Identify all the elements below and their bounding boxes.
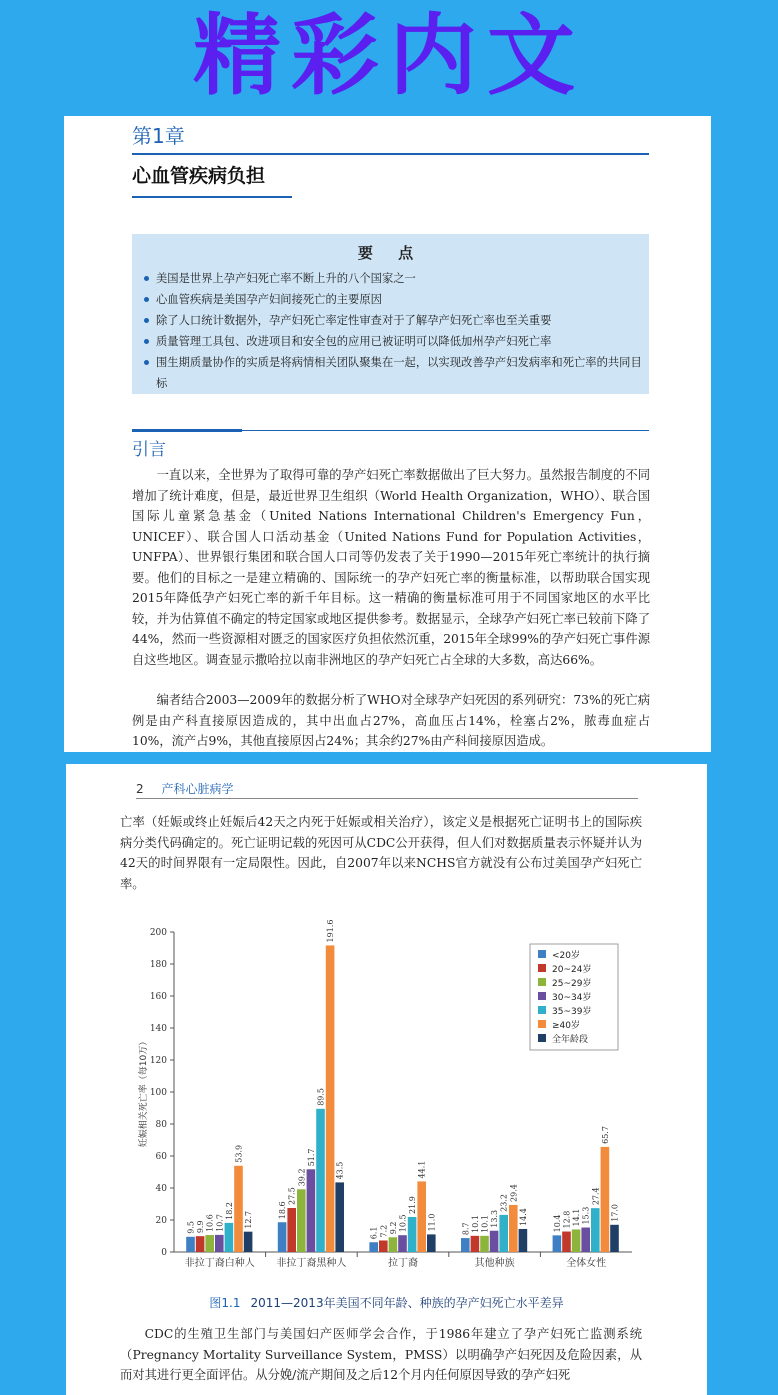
key-point-item: 围生期质量协作的实质是将病情相关团队聚集在一起，以实现改善孕产妇发病率和死亡率的共同目标 — [142, 352, 642, 394]
book-title: 产科心脏病学 — [161, 782, 234, 796]
data-label: 7.2 — [379, 1224, 389, 1238]
y-tick-label: 140 — [149, 1024, 167, 1034]
data-label: 44.1 — [417, 1160, 427, 1179]
bar — [225, 1223, 234, 1252]
data-label: 14.1 — [572, 1208, 582, 1227]
y-tick-label: 160 — [149, 992, 167, 1002]
bar — [427, 1234, 436, 1252]
data-label: 9.9 — [196, 1220, 206, 1234]
bullet-icon — [144, 318, 149, 323]
data-label: 13.3 — [490, 1209, 500, 1228]
data-label: 27.5 — [287, 1187, 297, 1205]
bar — [471, 1236, 480, 1252]
key-point-item: 质量管理工具包、改进项目和安全包的应用已被证明可以降低加州孕产妇死亡率 — [142, 331, 642, 352]
bar — [307, 1169, 316, 1252]
bar — [287, 1208, 296, 1252]
bullet-icon — [144, 339, 149, 344]
page-2 — [66, 764, 707, 1395]
running-header — [136, 780, 233, 797]
data-label: 11.0 — [427, 1213, 437, 1232]
bullet-icon — [144, 360, 149, 365]
data-label: 15.3 — [581, 1206, 591, 1225]
data-label: 53.9 — [234, 1144, 244, 1163]
legend-swatch — [538, 978, 546, 986]
key-points-title: 要 点 — [357, 244, 424, 262]
figure-caption-text: 2011—2013年美国不同年龄、种族的孕产妇死亡水平差异 — [250, 1296, 564, 1310]
x-tick-label: 拉丁裔 — [388, 1258, 418, 1269]
bar — [610, 1225, 619, 1252]
bar — [244, 1232, 253, 1252]
bar — [316, 1109, 325, 1252]
y-tick-label: 60 — [155, 1152, 167, 1162]
data-label: 21.9 — [408, 1196, 418, 1214]
data-label: 23.2 — [499, 1194, 509, 1212]
bar — [591, 1208, 600, 1252]
figure-label: 图1.1 — [209, 1296, 241, 1310]
data-label: 39.2 — [297, 1168, 307, 1187]
legend-label: 25~29岁 — [552, 979, 592, 989]
data-label: 29.4 — [509, 1184, 519, 1202]
x-tick-label: 非拉丁裔黑种人 — [276, 1258, 347, 1269]
legend-label: 35~39岁 — [552, 1007, 592, 1017]
data-label: 10.6 — [205, 1214, 215, 1233]
legend-label: <20岁 — [552, 951, 580, 961]
bar — [278, 1222, 287, 1252]
legend-label: 30~34岁 — [552, 993, 592, 1003]
bar — [186, 1237, 195, 1252]
data-label: 12.7 — [244, 1210, 254, 1229]
legend-swatch — [538, 950, 546, 958]
intro-heading: 引言 — [132, 440, 166, 460]
chapter-number: 第1章 — [132, 124, 185, 148]
bar — [572, 1229, 581, 1252]
legend-swatch — [538, 1006, 546, 1014]
key-point-item: 心血管疾病是美国孕产妇间接死亡的主要原因 — [142, 289, 642, 310]
bar — [509, 1205, 518, 1252]
y-axis-label: 妊娠相关死亡率（每10万） — [139, 1036, 149, 1148]
key-point-item: 美国是世界上孕产妇死亡率不断上升的八个国家之一 — [142, 268, 642, 289]
y-tick-label: 0 — [161, 1248, 167, 1258]
data-label: 43.5 — [335, 1161, 345, 1180]
data-label: 27.4 — [591, 1187, 601, 1206]
header-rule — [136, 798, 638, 799]
bar — [519, 1229, 528, 1252]
bar — [196, 1236, 205, 1252]
data-label: 10.1 — [480, 1215, 490, 1233]
legend-swatch — [538, 1020, 546, 1028]
intro-rule-thick — [132, 429, 242, 432]
data-label: 12.8 — [562, 1210, 572, 1229]
bar — [562, 1232, 571, 1252]
data-label: 8.7 — [461, 1222, 471, 1236]
bar — [408, 1217, 417, 1252]
bullet-icon — [144, 297, 149, 302]
bar — [553, 1235, 562, 1252]
data-label: 14.4 — [518, 1208, 528, 1226]
bar — [601, 1147, 610, 1252]
bar — [326, 945, 335, 1252]
intro-paragraph-2: 编者结合2003—2009年的数据分析了WHO对全球孕产妇死因的系列研究：73%的死亡病例是由产科直接原因造成的，其中出血占27%，高血压占14%，栓塞占2%，脓毒血症占10%，流产占9%，其他直接原因占24%；其余约27%由产科间接原因造成。 — [132, 693, 650, 748]
bar — [417, 1181, 426, 1252]
x-tick-label: 其他种族 — [474, 1258, 515, 1269]
data-label: 191.6 — [326, 919, 336, 943]
bar — [480, 1236, 489, 1252]
legend-swatch — [538, 1034, 546, 1042]
key-points-box — [132, 234, 649, 394]
legend-label: ≥40岁 — [552, 1021, 580, 1031]
y-tick-label: 40 — [155, 1184, 167, 1194]
data-label: 17.0 — [610, 1203, 620, 1222]
bar — [499, 1215, 508, 1252]
bar — [369, 1242, 378, 1252]
y-tick-label: 80 — [155, 1120, 167, 1130]
paragraph-top: 亡率（妊娠或终止妊娠后42天之内死于妊娠或相关治疗），该定义是根据死亡证明书上的国际疾病分类代码确定的。死亡证明记载的死因可从CDC公开获得，但人们对数据质量表示怀疑并认为42天的时间界限有一定局限性。因此，自2007年以来NCHS官方就没有公布过美国孕产妇死亡率。 — [120, 815, 642, 891]
bar — [490, 1231, 499, 1252]
bar — [379, 1240, 388, 1252]
bar — [205, 1235, 214, 1252]
y-tick-label: 200 — [149, 928, 167, 938]
legend-label: 全年龄段 — [552, 1035, 589, 1045]
bar — [215, 1235, 224, 1252]
data-label: 9.5 — [186, 1221, 196, 1234]
bar — [234, 1166, 243, 1252]
data-label: 10.4 — [552, 1214, 562, 1233]
data-label: 10.1 — [470, 1215, 480, 1233]
data-label: 51.7 — [306, 1148, 316, 1167]
chapter-title: 心血管疾病负担 — [132, 165, 266, 187]
legend-label: 20~24岁 — [552, 965, 592, 975]
key-points-list — [142, 268, 642, 394]
intro-rule-thin — [242, 430, 649, 431]
bar — [461, 1238, 470, 1252]
page-number: 2 — [136, 782, 144, 796]
banner-title: 精彩内文 — [192, 4, 585, 107]
title-underline — [132, 196, 292, 198]
data-label: 10.7 — [215, 1214, 225, 1232]
data-label: 18.6 — [278, 1201, 288, 1220]
x-tick-label: 全体女性 — [566, 1258, 607, 1269]
data-label: 9.2 — [388, 1221, 398, 1235]
bullet-icon — [144, 276, 149, 281]
bar — [389, 1237, 398, 1252]
bar — [398, 1235, 407, 1252]
bar-chart — [132, 914, 642, 1289]
data-label: 18.2 — [224, 1202, 234, 1220]
bar — [297, 1189, 306, 1252]
legend-swatch — [538, 964, 546, 972]
page-1 — [64, 116, 711, 752]
data-label: 65.7 — [600, 1126, 610, 1144]
key-point-item: 除了人口统计数据外，孕产妇死亡率定性审查对于了解孕产妇死亡率也至关重要 — [142, 310, 642, 331]
data-label: 10.5 — [398, 1214, 408, 1233]
y-tick-label: 180 — [149, 960, 167, 970]
y-tick-label: 120 — [149, 1056, 167, 1066]
paragraph-bottom: CDC的生殖卫生部门与美国妇产医师学会合作，于1986年建立了孕产妇死亡监测系统（Pregnancy Mortality Surveillance System，PMSS）以明确孕产妇死因及危险因素，从而对其进行更全面评估。从分娩/流产期间及之后12个月内任何原因导致的孕产妇死 — [120, 1327, 642, 1382]
figure-caption — [66, 1294, 707, 1311]
bar — [581, 1228, 590, 1252]
legend-swatch — [538, 992, 546, 1000]
intro-paragraph-1: 一直以来，全世界为了取得可靠的孕产妇死亡率数据做出了巨大努力。虽然报告制度的不同增加了统计难度，但是，最近世界卫生组织（World Health Organization，WHO）、联合国国际儿童紧急基金（United Nations International Children's Emergency Fun，UNICEF）、联合国人口活动基金（United Nations Fund for Population Activities，UNFPA）、世界银行集团和联合国人口司等仍发表了关于1990—2015年死亡率统计的执行摘要。他们的目标之一是建立精确的、国际统一的孕产妇死亡率的衡量标准，以帮助联合国实现2015年降低孕产妇死亡率的新千年目标。这一精确的衡量标准可用于不同国家地区的水平比较，并为估算值不确定的特定国家或地区提供参考。数据显示，全球孕产妇死亡率已较前下降了44%，然而一些资源相对匮乏的国家医疗负担依然沉重，2015年全球99%的孕产妇死亡事件源自这些地区。调查显示撒哈拉以南非洲地区的孕产妇死亡占全球的大多数，高达66%。 — [132, 468, 650, 667]
data-label: 6.1 — [369, 1226, 379, 1240]
chapter-rule — [132, 153, 649, 155]
y-tick-label: 100 — [149, 1088, 167, 1098]
data-label: 89.5 — [316, 1087, 326, 1106]
y-tick-label: 20 — [155, 1216, 167, 1226]
x-tick-label: 非拉丁裔白种人 — [184, 1258, 255, 1269]
bar — [335, 1182, 344, 1252]
